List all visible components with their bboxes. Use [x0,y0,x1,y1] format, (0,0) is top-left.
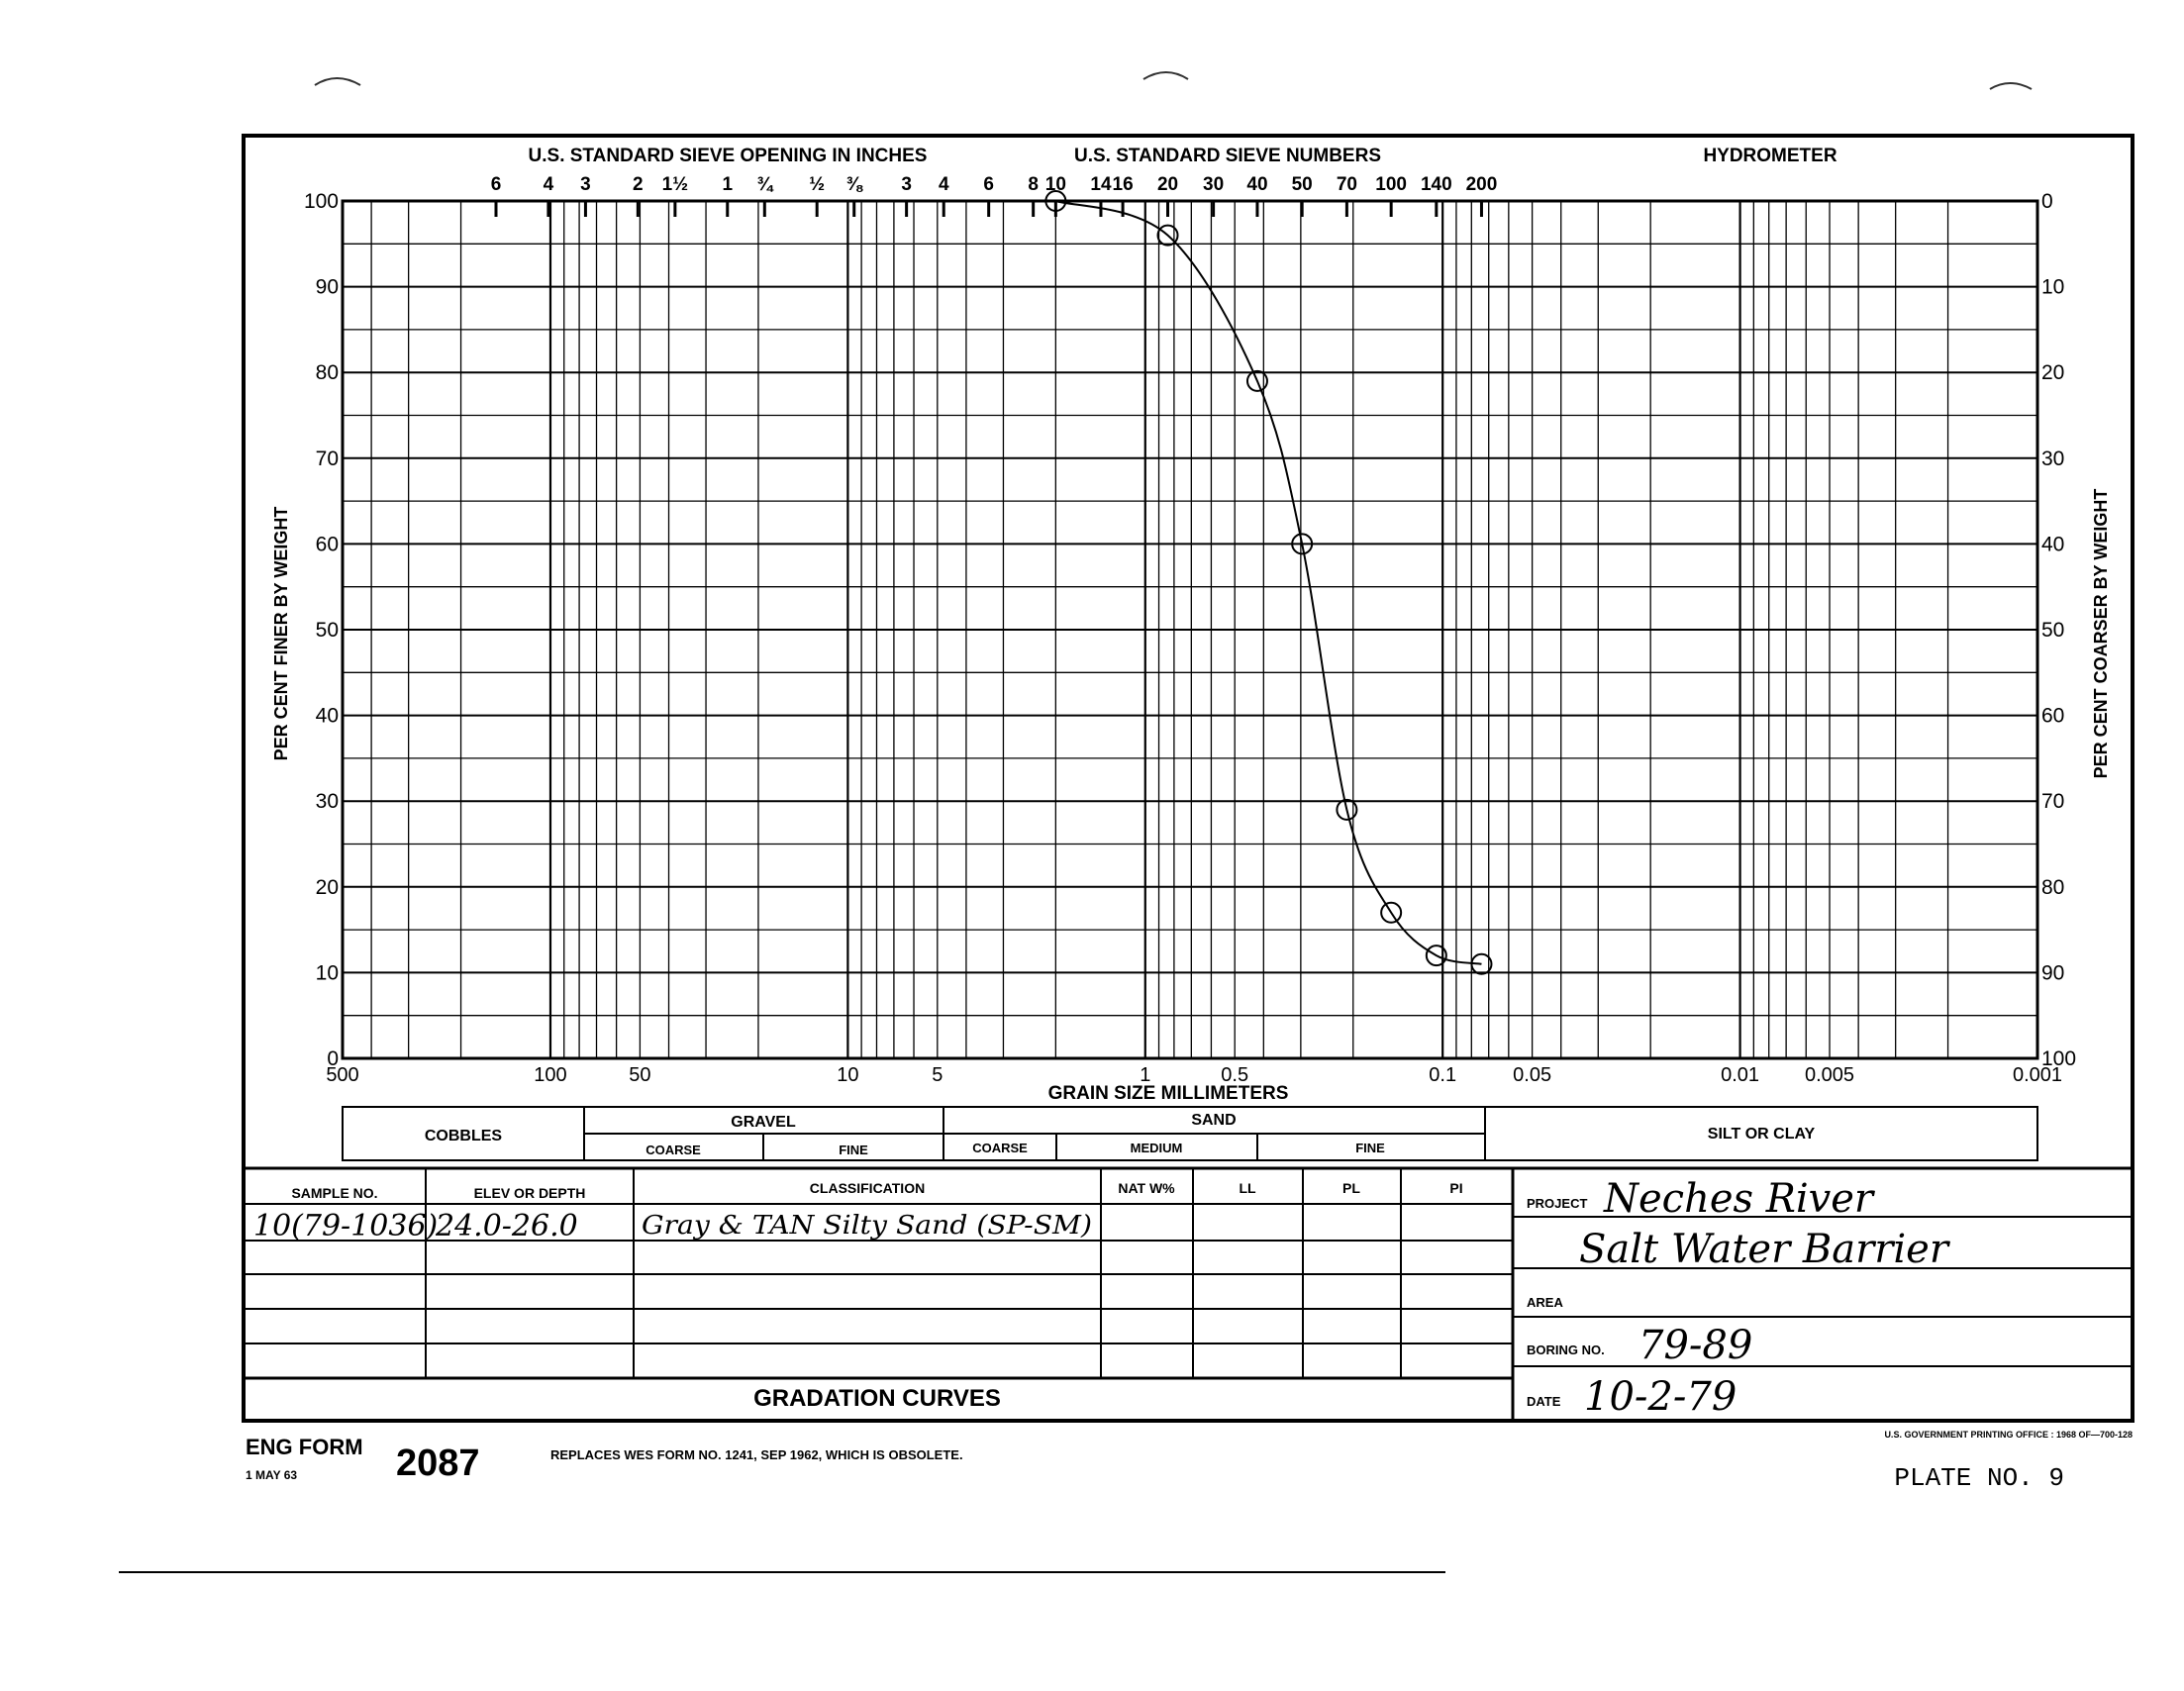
x-tick-label: 50 [629,1064,651,1086]
project-line1: Neches River [1604,1176,1874,1222]
project-label: PROJECT [1527,1196,1588,1211]
boring-label: BORING NO. [1527,1343,1605,1357]
y2-axis-tick-labels [2041,190,2076,1070]
gradation-curves-caption: GRADATION CURVES [753,1385,1001,1412]
x-axis-title: GRAIN SIZE MILLIMETERS [1047,1083,1289,1104]
sieve-tick-label: 16 [1112,174,1134,195]
data-points [1045,191,1491,974]
y-axis-tick-labels [304,190,339,1070]
y-tick-label: 0 [327,1047,339,1070]
y2-tick-label: 30 [2041,447,2065,470]
sieve-labels [491,174,1498,195]
sieve-tick-label: 8 [1028,174,1039,195]
sieve-tick-label: ⅜ [845,174,862,195]
sieve-tick-label: 4 [543,174,554,195]
y2-tick-label: 0 [2041,190,2053,213]
hydrometer-header: HYDROMETER [1703,146,1837,166]
class-sand-medium: MEDIUM [1130,1141,1183,1155]
y2-tick-label: 40 [2041,533,2065,556]
y2-tick-label: 20 [2041,361,2065,385]
x-tick-label: 500 [326,1064,359,1086]
y-tick-label: 90 [315,275,339,299]
header-nat-w: NAT W% [1118,1180,1175,1196]
project-line2: Salt Water Barrier [1579,1227,1948,1272]
area-label: AREA [1527,1295,1563,1310]
sieve-tick-label: 6 [983,174,994,195]
y2-tick-label: 80 [2041,875,2065,899]
sieve-tick-label: 200 [1465,174,1498,195]
sieve-tick-label: 14 [1090,174,1112,195]
x-tick-label: 1 [1140,1064,1151,1086]
y2-axis-title: PER CENT COARSER BY WEIGHT [2091,488,2111,779]
depth-value: 24.0-26.0 [436,1209,578,1243]
y2-tick-label: 90 [2041,961,2065,985]
sieve-tick-label: 3 [580,174,591,195]
class-sand-coarse: COARSE [972,1141,1028,1155]
sieve-tick-label: 40 [1246,174,1268,195]
y-tick-label: 60 [315,533,339,556]
boring-value: 79-89 [1638,1323,1753,1368]
sieve-tick-label: 30 [1203,174,1225,195]
y2-tick-label: 60 [2041,704,2065,728]
y2-tick-label: 70 [2041,790,2065,814]
class-sand: SAND [1191,1112,1237,1129]
sieve-tick-label: 3 [901,174,912,195]
header-ll: LL [1239,1180,1256,1196]
header-sample-no: SAMPLE NO. [291,1185,378,1201]
x-tick-label: 0.001 [2012,1064,2063,1086]
form-label: ENG FORM [246,1435,363,1459]
y-tick-label: 40 [315,704,339,728]
sieve-inches-header: U.S. STANDARD SIEVE OPENING IN INCHES [528,146,928,166]
y-tick-label: 10 [315,961,339,985]
date-label: DATE [1527,1394,1561,1409]
class-gravel-coarse: COARSE [645,1143,701,1157]
sample-no-value: 10(79-1036) [253,1209,439,1243]
header-classification: CLASSIFICATION [809,1180,926,1196]
sieve-tick-label: 50 [1291,174,1313,195]
sieve-tick-label: 70 [1336,174,1357,195]
x-tick-label: 0.1 [1429,1064,1457,1086]
sieve-tick-label: 1½ [661,174,689,195]
sieve-tick-label: 1 [722,174,734,195]
y-tick-label: 80 [315,361,339,385]
class-silt-clay: SILT OR CLAY [1707,1126,1816,1143]
y2-tick-label: 100 [2041,1047,2077,1070]
y-tick-label: 20 [315,875,339,899]
header-pi: PI [1449,1180,1463,1196]
class-gravel-fine: FINE [839,1143,868,1157]
form-date: 1 MAY 63 [246,1468,298,1482]
y-tick-label: 50 [315,619,339,642]
x-tick-label: 0.05 [1513,1064,1552,1086]
x-tick-label: 0.01 [1721,1064,1760,1086]
y-tick-label: 30 [315,790,339,814]
plot-grid [343,201,2037,1058]
x-tick-label: 0.5 [1221,1064,1249,1086]
y-tick-label: 70 [315,447,339,470]
sieve-tick-label: 4 [938,174,949,195]
y-axis-title: PER CENT FINER BY WEIGHT [271,506,291,761]
y-tick-label: 100 [303,190,339,213]
sieve-tick-label: 6 [490,174,502,195]
gradation-curve [1055,201,1481,964]
class-cobbles: COBBLES [424,1128,503,1144]
class-sand-fine: FINE [1355,1141,1385,1155]
header-pl: PL [1342,1180,1360,1196]
form-number: 2087 [396,1442,480,1484]
sieve-tick-label: 20 [1156,174,1179,195]
header-elev-depth: ELEV OR DEPTH [473,1185,586,1201]
plate-number: PLATE NO. 9 [1894,1463,2064,1493]
sieve-numbers-header: U.S. STANDARD SIEVE NUMBERS [1073,146,1382,166]
x-tick-label: 5 [932,1064,943,1086]
sieve-tick-label: ¾ [756,174,773,195]
y2-tick-label: 10 [2041,275,2065,299]
x-tick-label: 100 [534,1064,567,1086]
sieve-tick-label: ½ [809,174,826,195]
replaces-note: REPLACES WES FORM NO. 1241, SEP 1962, WHICH IS OBSOLETE. [550,1447,963,1462]
sieve-tick-label: 2 [633,174,644,195]
sieve-tick-label: 10 [1044,174,1066,195]
class-gravel: GRAVEL [731,1114,796,1131]
punch-marks [315,72,2032,89]
sieve-tick-marks [496,201,1481,217]
gpo-note: U.S. GOVERNMENT PRINTING OFFICE : 1968 OF—700-128 [1884,1430,2133,1440]
y2-tick-label: 50 [2041,619,2065,642]
x-tick-label: 0.005 [1804,1064,1855,1086]
x-tick-label: 10 [837,1064,859,1086]
classification-value: Gray & TAN Silty Sand (SP-SM) [642,1211,1092,1241]
sieve-tick-label: 100 [1375,174,1408,195]
date-value: 10-2-79 [1584,1374,1737,1420]
sieve-tick-label: 140 [1420,174,1452,195]
